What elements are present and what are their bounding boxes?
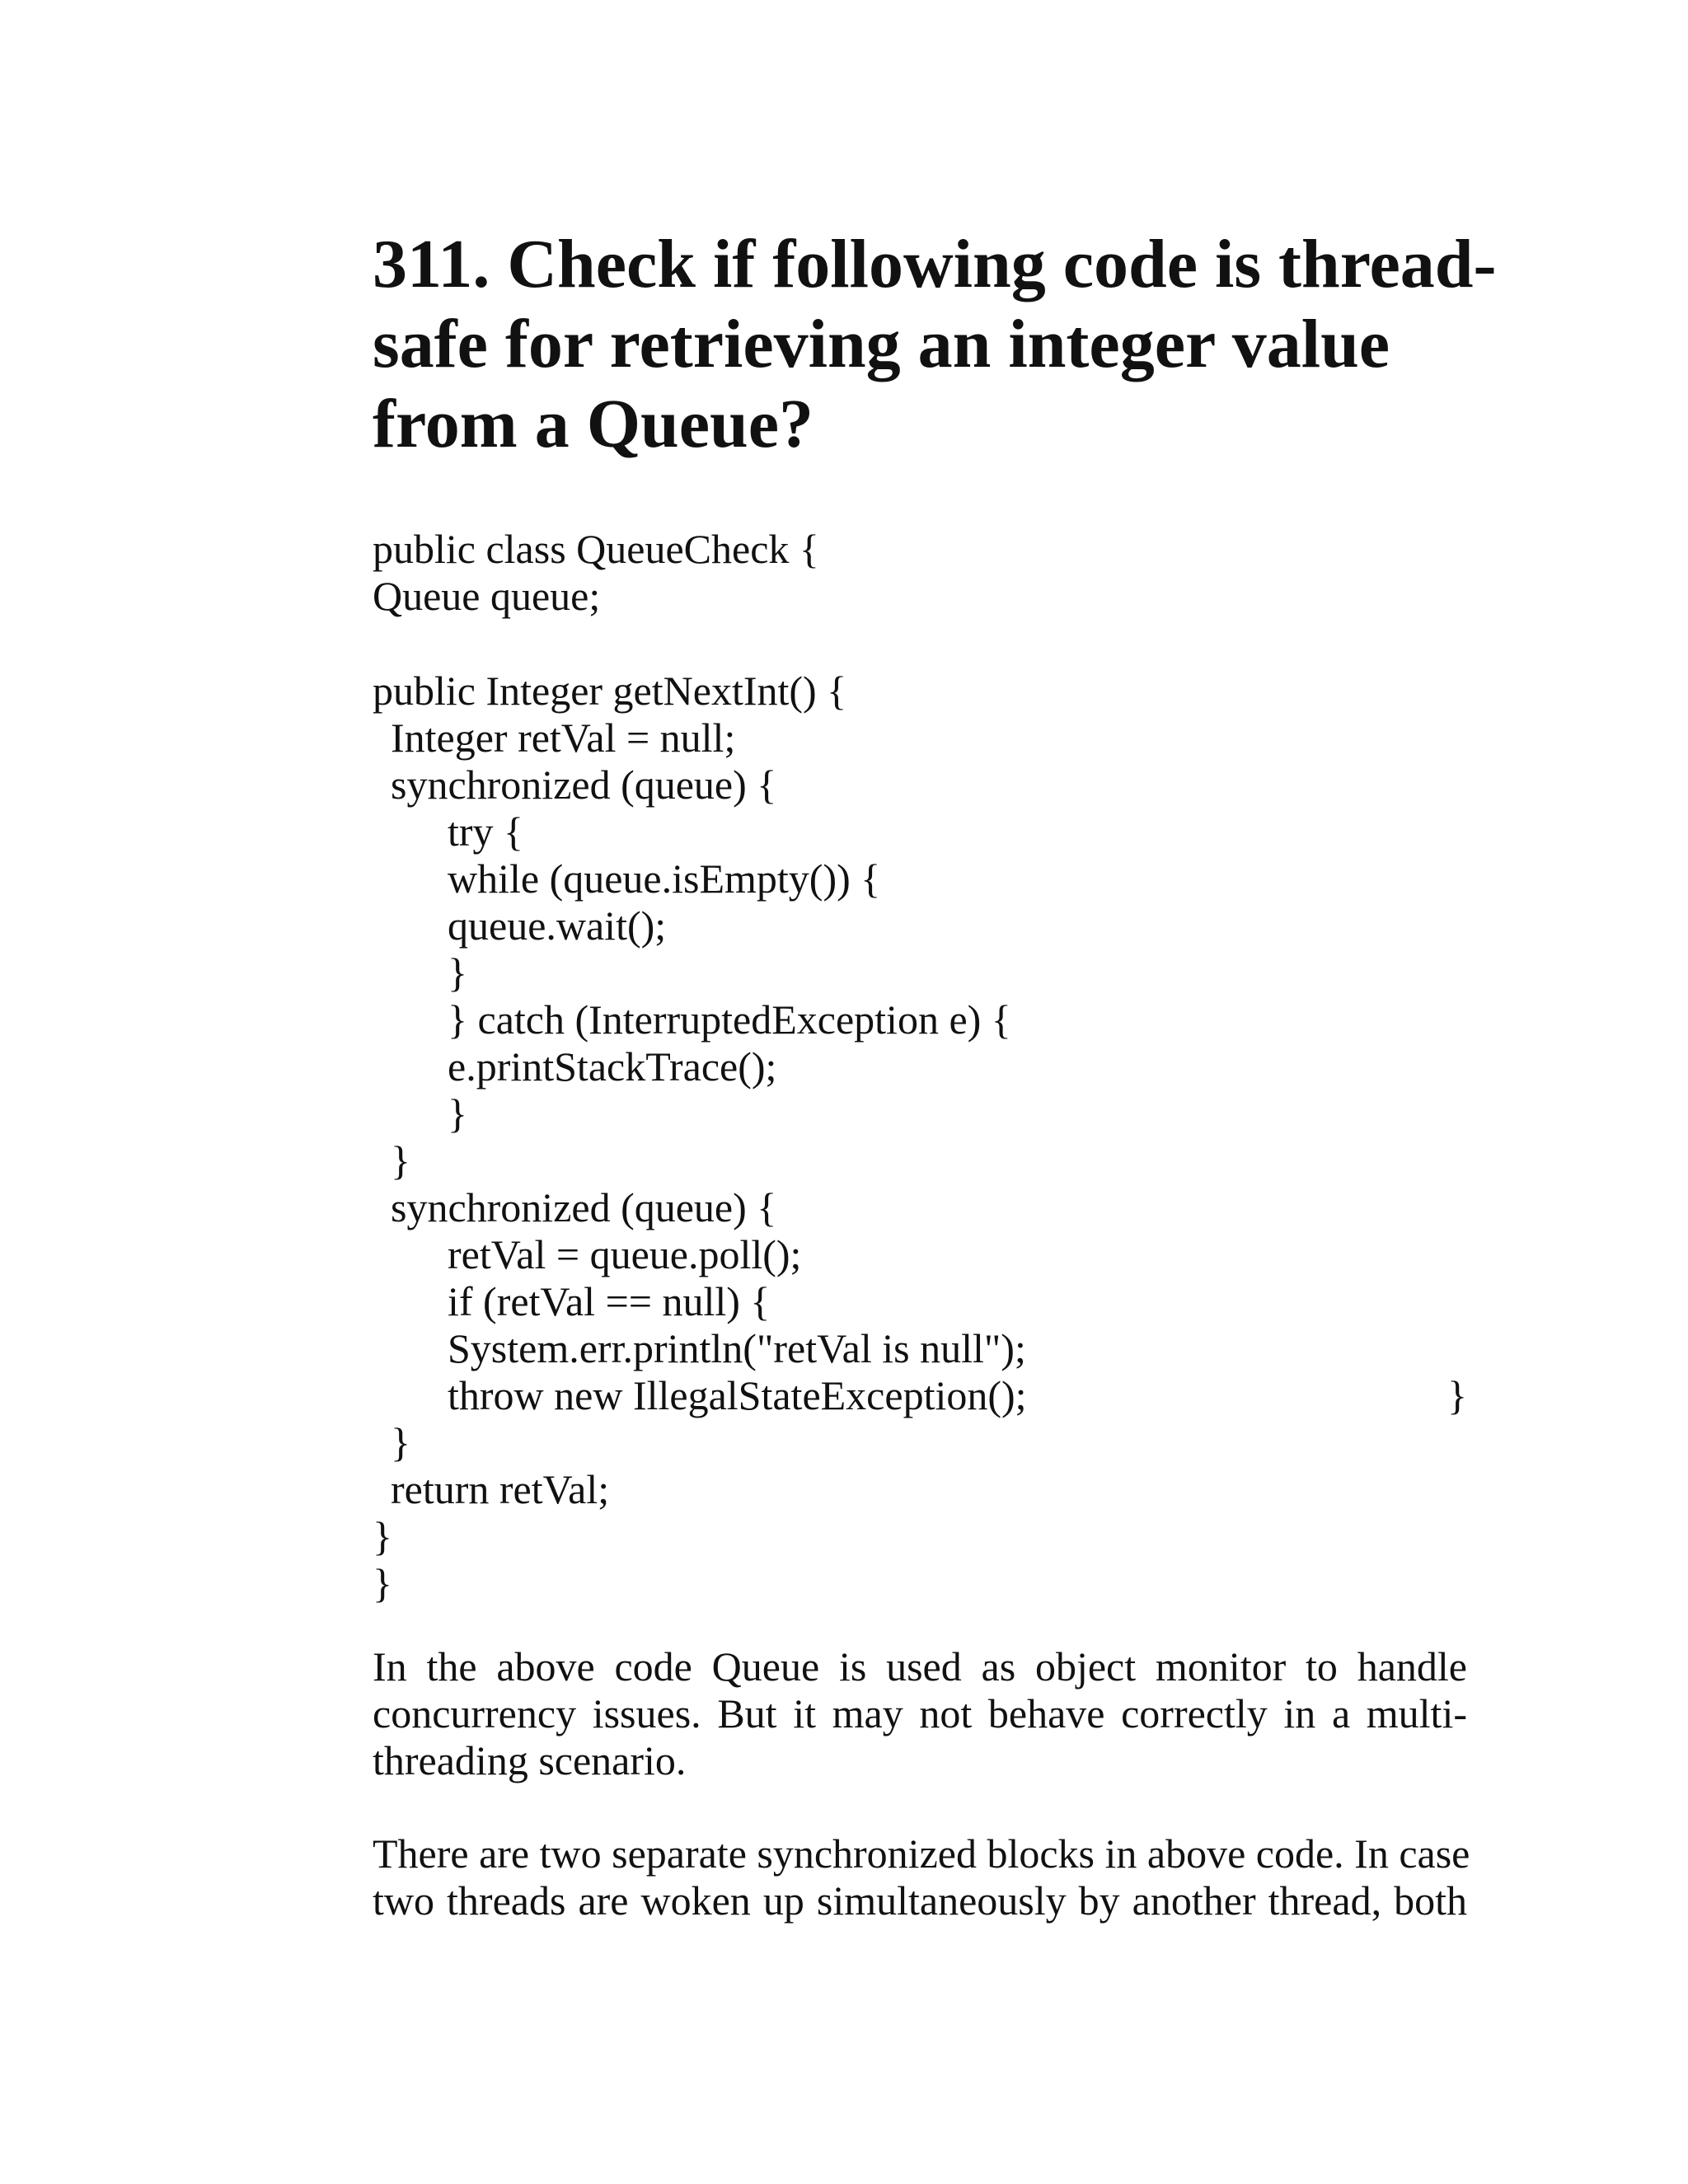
code-line: queue.wait();: [448, 902, 667, 949]
paragraph-line: concurrency issues. But it may not behave correctly in a multi-: [373, 1690, 1467, 1736]
code-line: public class QueueCheck {: [373, 526, 819, 572]
heading-line: from a Queue?: [373, 386, 814, 462]
paragraph-line: There are two separate synchronized blocks in above code. In case: [373, 1830, 1470, 1877]
explanation-paragraph: [373, 1643, 1467, 1784]
code-line: synchronized (queue) {: [391, 1184, 777, 1230]
paragraph-line: threading scenario.: [373, 1737, 687, 1783]
code-line: }: [373, 1560, 392, 1606]
heading-line: 311. Check if following code is thread-: [373, 226, 1497, 302]
heading-line: safe for retrieving an integer value: [373, 306, 1390, 382]
code-line: }: [391, 1137, 410, 1183]
code-line: } catch (InterruptedException e) {: [448, 996, 1011, 1043]
code-line: synchronized (queue) {: [391, 762, 777, 808]
code-line: Integer retVal = null;: [391, 715, 736, 761]
code-line: throw new IllegalStateException();: [448, 1372, 1027, 1418]
code-line: e.printStackTrace();: [448, 1043, 777, 1090]
code-line: return retVal;: [391, 1466, 610, 1512]
question-heading: [373, 224, 1497, 464]
code-line: }: [1447, 1372, 1467, 1418]
code-line: }: [448, 949, 467, 996]
code-line: Queue queue;: [373, 573, 601, 619]
paragraph-line: In the above code Queue is used as object monitor to handle: [373, 1643, 1467, 1690]
paragraph-line: two threads are woken up simultaneously by another thread, both: [373, 1877, 1467, 1924]
code-line: try {: [448, 808, 524, 855]
explanation-paragraph: [373, 1830, 1470, 1924]
code-line: retVal = queue.poll();: [448, 1231, 802, 1277]
code-line: if (retVal == null) {: [448, 1278, 771, 1324]
code-line: public Integer getNextInt() {: [373, 668, 847, 714]
code-line: }: [391, 1419, 410, 1465]
code-line: }: [448, 1090, 467, 1137]
code-line: System.err.println("retVal is null");: [448, 1325, 1026, 1371]
code-line: while (queue.isEmpty()) {: [448, 855, 881, 902]
code-line: }: [373, 1513, 392, 1559]
